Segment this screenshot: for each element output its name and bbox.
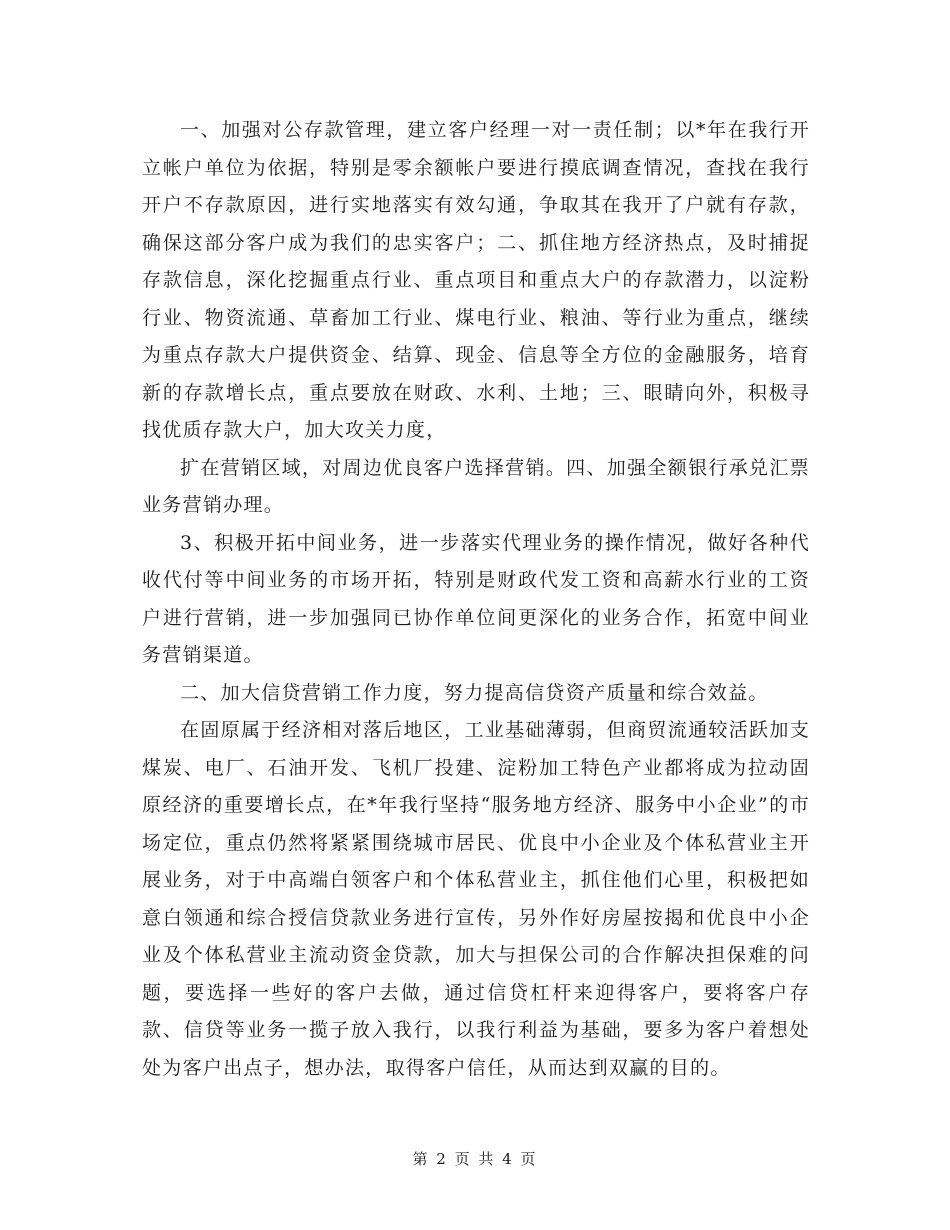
paragraph-deposit-management: 一、加强对公存款管理，建立客户经理一对一责任制；以*年在我行开立帐户单位为依据，特别是零余额帐户要进行摸底调查情况，查找在我行开户不存款原因，进行实地落实有效勾通，争取其在我开了户就有存款，确保这部分客户成为我们的忠实客户；二、抓住地方经济热点，及时捕捉存款信息，深化挖掘重点行业、重点项目和重点大户的存款潜力，以淀粉行业、物资流通、草畜加工行业、煤电行业、粮油、等行业为重点，继续为重点存款大户提供资金、结算、现金、信息等全方位的金融服务，培育新的存款增长点，重点要放在财政、水利、土地；三、眼睛向外，积极寻找优质存款大户，加大攻关力度， bbox=[142, 119, 810, 441]
document-body bbox=[142, 112, 810, 1087]
page-number-footer: 第 2 页 共 4 页 bbox=[412, 1150, 538, 1168]
paragraph-credit-heading: 二、加大信贷营销工作力度，努力提高信贷资产质量和综合效益。 bbox=[180, 681, 769, 704]
paragraph-guyuan-economy: 在固原属于经济相对落后地区，工业基础薄弱，但商贸流通较活跃加支煤炭、电厂、石油开发、飞机厂投建、淀粉加工特色产业都将成为拉动固原经济的重要增长点，在*年我行坚持“服务地方经济、服务中小企业”的市场定位，重点仍然将紧紧围绕城市居民、优良中小企业及个体私营业主开展业务，对于中高端白领客户和个体私营业主，抓住他们心里，积极把如意白领通和综合授信贷款业务进行宣传，另外作好房屋按揭和优良中小企业及个体私营业主流动资金贷款，加大与担保公司的合作解决担保难的问题，要选择一些好的客户去做，通过信贷杠杆来迎得客户，要将客户存款、信贷等业务一揽子放入我行，以我行利益为基础，要多为客户着想处处为客户出点子，想办法，取得客户信任，从而达到双赢的目的。 bbox=[142, 719, 810, 1079]
paragraph-marketing-region: 扩在营销区域，对周边优良客户选择营销。四、加强全额银行承兑汇票业务营销办理。 bbox=[142, 456, 810, 516]
paragraph-intermediary-business: 3、积极开拓中间业务，进一步落实代理业务的操作情况，做好各种代收代付等中间业务的市场开拓，特别是财政代发工资和高薪水行业的工资户进行营销，进一步加强同已协作单位间更深化的业务合作，拓宽中间业务营销渠道。 bbox=[142, 531, 810, 666]
